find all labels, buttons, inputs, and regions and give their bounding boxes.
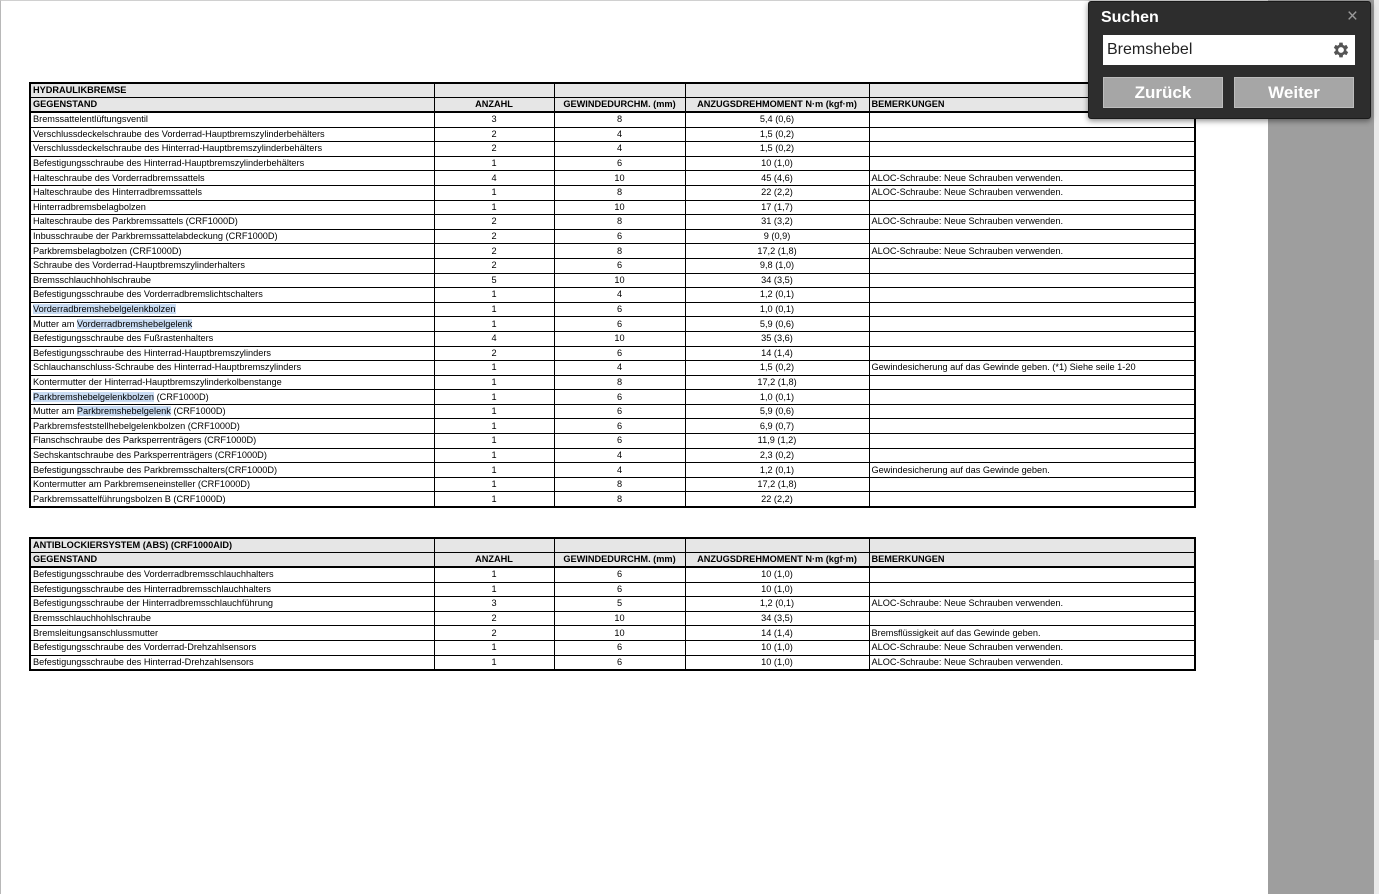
table-title-filler [434,83,554,98]
note-cell: ALOC-Schraube: Neue Schrauben verwenden. [869,171,1195,186]
item-text: Kontermutter der Hinterrad-Hauptbremszylinderkolbenstange [33,376,282,387]
item-cell [30,463,434,478]
table-title: HYDRAULIKBREMSE [30,83,434,98]
item-cell [30,567,434,582]
table-row [30,626,1195,641]
qty-cell: 1 [434,404,554,419]
note-cell: ALOC-Schraube: Neue Schrauben verwenden. [869,597,1195,612]
column-header: ANZUGSDREHMOMENT N·m (kgf·m) [685,98,869,113]
scrollbar-edge[interactable] [1374,0,1379,894]
table-row [30,288,1195,303]
item-cell [30,434,434,449]
table-row [30,127,1195,142]
table-row [30,215,1195,230]
qty-cell: 1 [434,582,554,597]
diameter-cell: 10 [554,331,685,346]
item-text: Befestigungsschraube des Hinterrad-Hauptbremszylinders [33,347,271,358]
item-cell [30,404,434,419]
torque-cell: 2,3 (0,2) [685,448,869,463]
table-row [30,156,1195,171]
diameter-cell: 6 [554,640,685,655]
qty-cell: 1 [434,492,554,507]
note-cell: ALOC-Schraube: Neue Schrauben verwenden. [869,655,1195,670]
diameter-cell: 8 [554,477,685,492]
diameter-cell: 10 [554,611,685,626]
column-header: ANZAHL [434,553,554,568]
torque-cell: 10 (1,0) [685,567,869,582]
torque-cell: 22 (2,2) [685,185,869,200]
table-row [30,655,1195,670]
item-cell [30,112,434,127]
note-cell: Gewindesicherung auf das Gewinde geben. (*1) Siehe seile 1-20 [869,361,1195,376]
diameter-cell: 10 [554,626,685,641]
torque-cell: 14 (1,4) [685,626,869,641]
table-row [30,258,1195,273]
qty-cell: 1 [434,185,554,200]
item-cell [30,448,434,463]
diameter-cell: 4 [554,361,685,376]
item-text: Befestigungsschraube des Vorderradbremslichtschalters [33,289,263,300]
torque-cell: 1,5 (0,2) [685,127,869,142]
diameter-cell: 6 [554,434,685,449]
item-text: Befestigungsschraube des Hinterradbremsschlauchhalters [33,583,271,594]
qty-cell: 2 [434,346,554,361]
torque-cell: 35 (3,6) [685,331,869,346]
torque-cell: 34 (3,5) [685,273,869,288]
table-row [30,185,1195,200]
table-title-filler [869,538,1195,553]
item-text: Flanschschraube des Parksperrenträgers (CRF1000D) [33,435,257,446]
qty-cell: 1 [434,419,554,434]
item-text: Halteschraube des Hinterradbremssattels [33,187,203,198]
item-cell [30,419,434,434]
column-header: ANZUGSDREHMOMENT N·m (kgf·m) [685,553,869,568]
item-text: Befestigungsschraube der Hinterradbremsschlauchführung [33,598,274,609]
note-cell: ALOC-Schraube: Neue Schrauben verwenden. [869,244,1195,259]
diameter-cell: 10 [554,200,685,215]
note-cell [869,229,1195,244]
torque-cell: 14 (1,4) [685,346,869,361]
torque-cell: 9 (0,9) [685,229,869,244]
note-cell [869,346,1195,361]
table-row [30,273,1195,288]
scrollbar-thumb[interactable] [1374,560,1379,640]
diameter-cell: 5 [554,597,685,612]
qty-cell: 1 [434,463,554,478]
diameter-cell: 6 [554,346,685,361]
torque-cell: 17,2 (1,8) [685,244,869,259]
qty-cell: 1 [434,375,554,390]
note-cell [869,448,1195,463]
qty-cell: 2 [434,244,554,259]
torque-cell: 1,0 (0,1) [685,302,869,317]
torque-cell: 10 (1,0) [685,156,869,171]
note-cell [869,317,1195,332]
item-cell [30,185,434,200]
item-text: Befestigungsschraube des Vorderrad-Drehzahlsensors [33,642,257,653]
table-row [30,229,1195,244]
item-cell [30,346,434,361]
search-highlight: Vorderradbremshebelgelenkbolzen [33,304,176,315]
item-text: Kontermutter am Parkbremseneinsteller (CRF1000D) [33,479,251,490]
column-header: GEWINDEDURCHM. (mm) [554,98,685,113]
table-row [30,171,1195,186]
table-title-filler [685,538,869,553]
note-cell [869,404,1195,419]
torque-cell: 1,2 (0,1) [685,597,869,612]
torque-cell: 1,5 (0,2) [685,142,869,157]
search-highlight: Parkbremshebelgelenk [76,406,171,417]
scrollbar-track[interactable] [1268,0,1379,894]
table-row [30,567,1195,582]
table-row [30,611,1195,626]
diameter-cell: 4 [554,142,685,157]
item-cell [30,361,434,376]
item-cell [30,390,434,405]
diameter-cell: 8 [554,112,685,127]
table-row [30,302,1195,317]
item-text: Befestigungsschraube des Parkbremsschalters(CRF1000D) [33,464,278,475]
item-cell [30,582,434,597]
qty-cell: 1 [434,655,554,670]
qty-cell: 1 [434,448,554,463]
qty-cell: 1 [434,288,554,303]
item-text: Schraube des Vorderrad-Hauptbremszylinderhalters [33,260,245,271]
qty-cell: 1 [434,156,554,171]
item-cell [30,156,434,171]
diameter-cell: 6 [554,229,685,244]
diameter-cell: 6 [554,390,685,405]
table-row [30,492,1195,507]
table-row [30,477,1195,492]
torque-cell: 9,8 (1,0) [685,258,869,273]
diameter-cell: 6 [554,582,685,597]
torque-cell: 1,5 (0,2) [685,361,869,376]
qty-cell: 2 [434,626,554,641]
item-text: Halteschraube des Parkbremssattels (CRF1000D) [33,216,238,227]
note-cell [869,375,1195,390]
note-cell [869,419,1195,434]
qty-cell: 4 [434,331,554,346]
table-row [30,142,1195,157]
table-title-filler [554,538,685,553]
table-row [30,390,1195,405]
torque-cell: 5,9 (0,6) [685,317,869,332]
table-title: ANTIBLOCKIERSYSTEM (ABS) (CRF1000AID) [30,538,434,553]
table-row [30,448,1195,463]
diameter-cell: 10 [554,171,685,186]
item-cell [30,317,434,332]
item-text: Bremssattelentlüftungsventil [33,114,148,125]
column-header: GEGENSTAND [30,553,434,568]
diameter-cell: 8 [554,244,685,259]
note-cell: Gewindesicherung auf das Gewinde geben. [869,463,1195,478]
qty-cell: 1 [434,200,554,215]
item-text: Parkbremsbelagbolzen (CRF1000D) [33,245,182,256]
item-text: (CRF1000D) [170,406,226,417]
table-row [30,346,1195,361]
item-cell [30,640,434,655]
item-cell [30,273,434,288]
torque-cell: 1,2 (0,1) [685,288,869,303]
qty-cell: 2 [434,142,554,157]
item-cell [30,288,434,303]
diameter-cell: 8 [554,215,685,230]
diameter-cell: 6 [554,156,685,171]
search-panel [1088,1,1371,119]
note-cell [869,434,1195,449]
note-cell [869,390,1195,405]
column-header: GEWINDEDURCHM. (mm) [554,553,685,568]
table-title-row [30,538,1195,553]
item-cell [30,611,434,626]
table-header-row [30,98,1195,113]
item-text: (CRF1000D) [154,391,209,402]
diameter-cell: 6 [554,258,685,273]
item-text: Verschlussdeckelschraube des Vorderrad-Hauptbremszylinderbehälters [33,128,325,139]
note-cell [869,156,1195,171]
note-cell [869,258,1195,273]
item-cell [30,331,434,346]
diameter-cell: 8 [554,375,685,390]
search-title: Suchen [1101,9,1159,26]
torque-cell: 17,2 (1,8) [685,375,869,390]
item-cell [30,200,434,215]
abs-table [29,537,1196,671]
qty-cell: 3 [434,112,554,127]
table-row [30,434,1195,449]
gear-icon[interactable] [1331,40,1351,60]
search-input[interactable] [1107,35,1325,65]
table-row [30,361,1195,376]
item-cell [30,142,434,157]
diameter-cell: 6 [554,317,685,332]
item-text: Parkbremsfeststellhebelgelenkbolzen (CRF1000D) [33,420,240,431]
item-text: Bremsleitungsanschlussmutter [33,627,159,638]
item-cell [30,244,434,259]
table-row [30,200,1195,215]
note-cell [869,492,1195,507]
note-cell: ALOC-Schraube: Neue Schrauben verwenden. [869,215,1195,230]
item-cell [30,302,434,317]
note-cell [869,477,1195,492]
item-cell [30,655,434,670]
qty-cell: 2 [434,229,554,244]
table-row [30,244,1195,259]
item-cell [30,375,434,390]
torque-cell: 1,0 (0,1) [685,390,869,405]
note-cell [869,611,1195,626]
table-row [30,375,1195,390]
diameter-cell: 6 [554,404,685,419]
note-cell [869,288,1195,303]
torque-cell: 6,9 (0,7) [685,419,869,434]
qty-cell: 5 [434,273,554,288]
table-row [30,582,1195,597]
item-text: Inbusschraube der Parkbremssattelabdeckung (CRF1000D) [33,231,278,242]
item-text: Befestigungsschraube des Hinterrad-Drehzahlsensors [33,656,254,667]
diameter-cell: 4 [554,463,685,478]
torque-cell: 10 (1,0) [685,582,869,597]
qty-cell: 1 [434,302,554,317]
table-row [30,419,1195,434]
item-text: Bremsschlauchhohlschraube [33,613,151,624]
diameter-cell: 8 [554,185,685,200]
note-cell [869,127,1195,142]
item-prefix: Mutter am [33,406,77,417]
item-text: Befestigungsschraube des Vorderradbremsschlauchhalters [33,569,274,580]
table-title-filler [554,83,685,98]
qty-cell: 2 [434,258,554,273]
table-title-filler [434,538,554,553]
torque-cell: 10 (1,0) [685,640,869,655]
qty-cell: 1 [434,477,554,492]
item-text: Verschlussdeckelschraube des Hinterrad-Hauptbremszylinderbehälters [33,143,323,154]
qty-cell: 2 [434,215,554,230]
item-cell [30,171,434,186]
diameter-cell: 6 [554,302,685,317]
item-cell [30,626,434,641]
note-cell [869,331,1195,346]
item-cell [30,215,434,230]
note-cell [869,273,1195,288]
note-cell [869,142,1195,157]
column-header: ANZAHL [434,98,554,113]
search-highlight: Parkbremshebelgelenkbolzen [33,391,155,402]
diameter-cell: 6 [554,419,685,434]
torque-cell: 34 (3,5) [685,611,869,626]
torque-cell: 11,9 (1,2) [685,434,869,449]
table-row [30,404,1195,419]
item-text: Bremsschlauchhohlschraube [33,274,151,285]
search-box [1103,35,1355,65]
note-cell [869,200,1195,215]
diameter-cell: 4 [554,448,685,463]
item-text: Sechskantschraube des Parksperrenträgers (CRF1000D) [33,449,267,460]
torque-cell: 1,2 (0,1) [685,463,869,478]
item-prefix: Mutter am [33,318,77,329]
note-cell [869,582,1195,597]
diameter-cell: 6 [554,567,685,582]
qty-cell: 1 [434,434,554,449]
column-header: BEMERKUNGEN [869,98,1195,113]
torque-cell: 5,4 (0,6) [685,112,869,127]
table-row [30,331,1195,346]
torque-cell: 17 (1,7) [685,200,869,215]
note-cell: Bremsflüssigkeit auf das Gewinde geben. [869,626,1195,641]
item-text: Befestigungsschraube des Hinterrad-Hauptbremszylinderbehälters [33,158,305,169]
torque-cell: 5,9 (0,6) [685,404,869,419]
table-header-row [30,553,1195,568]
table-title-filler [685,83,869,98]
item-text: Hinterradbremsbelagbolzen [33,201,146,212]
item-cell [30,127,434,142]
qty-cell: 1 [434,567,554,582]
table-row [30,597,1195,612]
qty-cell: 3 [434,597,554,612]
diameter-cell: 10 [554,273,685,288]
column-header: BEMERKUNGEN [869,553,1195,568]
item-text: Halteschraube des Vorderradbremssattels [33,172,205,183]
torque-cell: 22 (2,2) [685,492,869,507]
item-cell [30,477,434,492]
qty-cell: 4 [434,171,554,186]
table-row [30,640,1195,655]
search-highlight: Vorderradbremshebelgelenk [76,318,193,329]
item-cell [30,229,434,244]
qty-cell: 2 [434,127,554,142]
qty-cell: 2 [434,611,554,626]
back-button[interactable]: Zurück [1103,77,1223,108]
item-cell [30,492,434,507]
next-button[interactable]: Weiter [1234,77,1354,108]
item-cell [30,597,434,612]
close-icon[interactable]: × [1346,6,1358,27]
qty-cell: 1 [434,390,554,405]
table-row [30,317,1195,332]
qty-cell: 1 [434,640,554,655]
qty-cell: 1 [434,361,554,376]
table-title-row [30,83,1195,98]
torque-cell: 45 (4,6) [685,171,869,186]
column-header: GEGENSTAND [30,98,434,113]
item-cell [30,258,434,273]
hydraulic-brake-table [29,82,1196,508]
table-row [30,112,1195,127]
note-cell [869,567,1195,582]
note-cell: ALOC-Schraube: Neue Schrauben verwenden. [869,640,1195,655]
table-row [30,463,1195,478]
item-text: Befestigungsschraube des Fußrastenhalters [33,333,214,344]
item-text: Parkbremssattelführungsbolzen B (CRF1000D) [33,493,226,504]
diameter-cell: 6 [554,655,685,670]
diameter-cell: 4 [554,127,685,142]
qty-cell: 1 [434,317,554,332]
torque-cell: 17,2 (1,8) [685,477,869,492]
note-cell: ALOC-Schraube: Neue Schrauben verwenden. [869,185,1195,200]
torque-cell: 10 (1,0) [685,655,869,670]
note-cell [869,302,1195,317]
item-text: Schlauchanschluss-Schraube des Hinterrad-Hauptbremszylinders [33,362,302,373]
torque-cell: 31 (3,2) [685,215,869,230]
diameter-cell: 8 [554,492,685,507]
diameter-cell: 4 [554,288,685,303]
